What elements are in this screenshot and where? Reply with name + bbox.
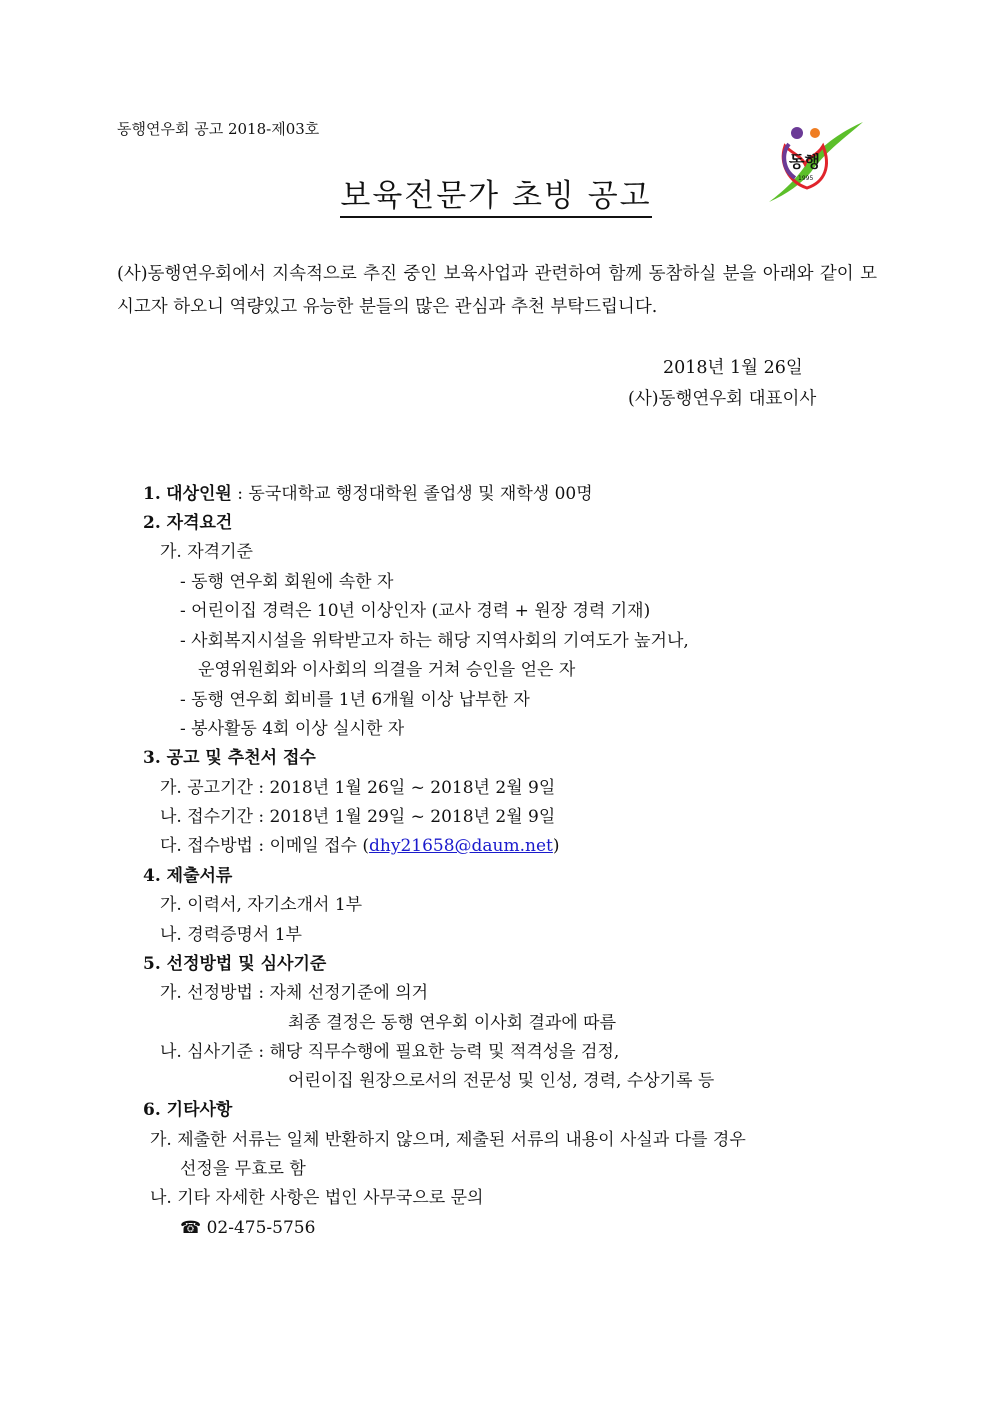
section-2-item: - 어린이집 경력은 10년 이상인자 (교사 경력 + 원장 경력 기재) [180,601,651,621]
section-1: 1. 대상인원 : 동국대학교 행정대학원 졸업생 및 재학생 00명 [143,484,593,504]
section-2-item: - 동행 연우회 회비를 1년 6개월 이상 납부한 자 [180,690,530,710]
section-5-criteria-continued: 어린이집 원장으로서의 전문성 및 인성, 경력, 수상기록 등 [288,1071,715,1091]
section-1-title: 대상인원 [166,484,232,504]
signer: (사)동행연우회 대표이사 [628,389,817,409]
section-3-notice-period: 가. 공고기간 : 2018년 1월 26일 ~ 2018년 2월 9일 [160,778,556,798]
section-6-item-a-continued: 선정을 무효로 함 [180,1159,306,1179]
document-number: 동행연우회 공고 2018-제03호 [117,120,320,138]
section-4-item-a: 가. 이력서, 자기소개서 1부 [160,895,363,915]
section-5-method-continued: 최종 결정은 동행 연우회 이사회 결과에 따름 [288,1013,617,1033]
section-5-title: 5. 선정방법 및 심사기준 [143,954,327,974]
logo-orange-head [810,128,820,138]
section-6-title: 6. 기타사항 [143,1100,233,1120]
section-4-title: 4. 제출서류 [143,866,233,886]
phone-number: ☎ 02-475-5756 [180,1218,316,1238]
section-5-method: 가. 선정방법 : 자체 선정기준에 의거 [160,983,429,1003]
page-title: 보육전문가 초빙 공고 [0,170,992,215]
section-3-receipt-period: 나. 접수기간 : 2018년 1월 29일 ~ 2018년 2월 9일 [160,807,556,827]
section-5-criteria: 나. 심사기준 : 해당 직무수행에 필요한 능력 및 적격성을 검정, [160,1042,620,1062]
section-4-item-b: 나. 경력증명서 1부 [160,925,302,945]
section-1-text: : 동국대학교 행정대학원 졸업생 및 재학생 00명 [231,484,593,504]
section-6-item-a: 가. 제출한 서류는 일체 반환하지 않으며, 제출된 서류의 내용이 사실과 다를 경우 [150,1130,746,1150]
announcement-date: 2018년 1월 26일 [663,358,803,378]
section-2-item: - 봉사활동 4회 이상 실시한 자 [180,719,405,739]
intro-paragraph: (사)동행연우회에서 지속적으로 추진 중인 보육사업과 관련하여 함께 동참하실 분을 아래와 같이 모시고자 하오니 역량있고 유능한 분들의 많은 관심과 추천 부탁드립니다. [117,264,877,317]
logo-purple-head [791,127,803,139]
section-6-item-b: 나. 기타 자세한 사항은 법인 사무국으로 문의 [150,1188,484,1208]
section-2-sub-a: 가. 자격기준 [160,542,253,562]
section-3-title: 3. 공고 및 추천서 접수 [143,748,316,768]
section-2-item-continued: 운영위원회와 이사회의 의결을 거쳐 승인을 얻은 자 [198,660,576,680]
section-2-item: - 동행 연우회 회원에 속한 자 [180,572,394,592]
section-2-title: 2. 자격요건 [143,513,233,533]
logo-text: 동행 [789,152,820,171]
logo-year: 1995 [798,175,814,182]
email-link[interactable]: dhy21658@daum.net [369,836,553,856]
section-2-item: - 사회복지시설을 위탁받고자 하는 해당 지역사회의 기여도가 높거나, [180,631,689,651]
section-3-method: 다. 접수방법 : 이메일 접수 (dhy21658@daum.net) [160,836,560,856]
